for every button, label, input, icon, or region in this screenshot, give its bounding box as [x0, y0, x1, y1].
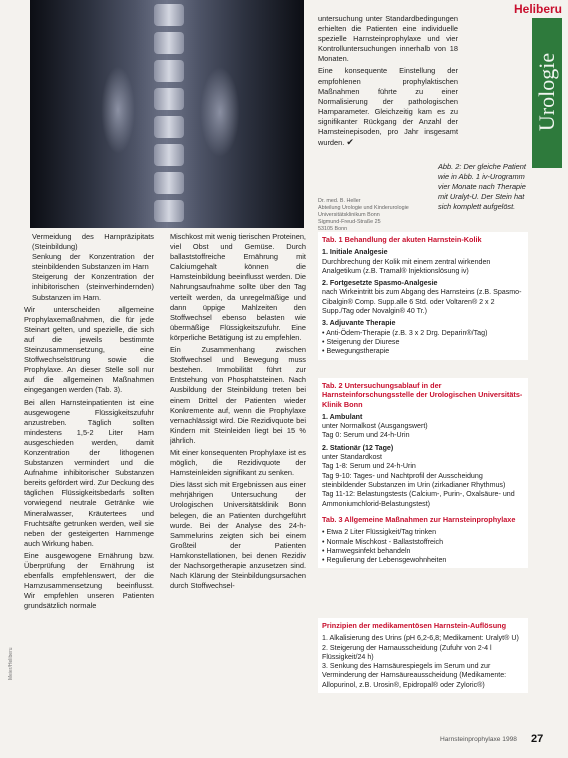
bullet-list [24, 232, 154, 303]
author-line: Dr. med. B. Heller [318, 198, 361, 204]
author-line: 53105 Bonn [318, 226, 348, 232]
author-line: Abteilung Urologie und Kinderurologie [318, 205, 409, 211]
table-section-title: 2. Stationär (12 Tage) [322, 443, 394, 452]
table-line: 1. Alkalisierung des Urins (pH 6,2-6,8; Medikament: Uralyt® U) [322, 634, 519, 643]
list-item: • Steigerung der Konzentration der inhibitorischen (steinverhindernden) Substanzen im Harn. [32, 272, 154, 302]
figure-caption: Abb. 2: Der gleiche Patient wie in Abb. 1 iv-Urogramm vier Monate nach Therapie mit Uralyt-U. Der Stein hat sich komplett aufgelöst. [438, 162, 526, 211]
paragraph: Eine konsequente Einstellung der empfohlenen prophylaktischen Maßnahmen führte zu einer Normalisierung der pathologischen Harnparameter. Gleichzeitig kam es zu signifikanter Rückgang der Anzahl der Harnsteinepisoden, pro Jahr insgesamt wurden. ✔ [318, 66, 458, 148]
vertebra [154, 4, 184, 26]
paragraph: untersuchung unter Standardbedingungen erhielten die Patienten eine individuelle spezielle Harnsteinprophylaxe und vier Kontrolluntersuchungen innerhalb von 18 Monaten. [318, 14, 458, 64]
table-header: Tab. 3 Allgemeine Maßnahmen zur Harnsteinprophylaxe [322, 515, 516, 524]
table-bullet: • Anti-Ödem-Therapie (z.B. 3 x 2 Drg. Deparin®/Tag) [322, 328, 488, 337]
checkmark-icon: ✔ [346, 137, 354, 148]
principles-box [318, 618, 528, 693]
table-line: 3. Senkung des Harnsäurespiegels im Serum und zur Verminderung der Harnsäureausscheidung (Medikamente: Allopurinol, z.B. Urosin®, Epidropal® oder Zyloric®) [322, 662, 507, 689]
table-line: unter Normalkost (Ausgangswert) [322, 422, 428, 431]
xray-image [30, 0, 304, 228]
table-line: Tag 11-12: Belastungstests (Calcium-, Purin-, Oxalsäure- und Ammoniumchlorid-Belastungstest) [322, 490, 515, 508]
author-block [318, 198, 428, 233]
table-bullet: • Harnwegsinfekt behandeln [322, 546, 411, 555]
table-section-title: 1. Ambulant [322, 412, 363, 421]
table-line: Tag 9-10: Tages- und Nachtprofil der Ausscheidung steinbildender Substanzen im Urin (zirkadianer Rhythmus) [322, 471, 506, 489]
table-bullet: • Bewegungstherapie [322, 347, 390, 356]
left-column [24, 232, 154, 732]
table-2 [318, 378, 528, 512]
footer-text: Harnsteinprophylaxe 1998 [440, 736, 517, 743]
table-line: unter Standardkost [322, 453, 382, 462]
top-right-column [318, 14, 458, 150]
list-item: • Vermeidung des Harnpräzipitats (Steinbildung) [32, 232, 154, 252]
table-line: Tag 1-8: Serum und 24-h-Urin [322, 462, 416, 471]
page-number: 27 [531, 733, 544, 745]
vertebra [154, 144, 184, 166]
author-line: Sigmund-Freud-Straße 25 [318, 219, 381, 225]
table-line: Durchbrechung der Kolik mit einem zentral wirkenden Analgetikum (z.B. Tramal® Injektionslösung iv) [322, 257, 491, 275]
paragraph: Bei allen Harnsteinpatienten ist eine ausgewogene Flüssigkeitszufuhr anzustreben. Täglich sollten mindestens 1,5-2 Liter Harn ausgeschieden werden, damit Konzentration der lithogenen Substanzen vermindert und die Aufnahme inhibitorischer Substanzen bereits gefördert wird. Zur Deckung des täglichen Flüssigkeitsbedarfs sollten vorwiegend neutrale Getränke wie Mineralwasser, Kräutertees und Fruchtsäfte getrunken werden, weil sie neben der gesteigerten Harnmenge auch Wirkung haben. [24, 397, 154, 548]
vertebra [154, 32, 184, 54]
vertebra [154, 88, 184, 110]
list-item: • Senkung der Konzentration der steinbildenden Substanzen im Harn [32, 252, 154, 272]
table-section-title: 2. Fortgesetzte Spasmo-Analgesie [322, 279, 438, 288]
table-3 [318, 512, 528, 568]
section-label: Urologie [534, 52, 559, 132]
vertical-note: Meier/Heliberu [8, 647, 14, 680]
table-bullet: • Etwa 2 Liter Flüssigkeit/Tag trinken [322, 528, 437, 537]
paragraph: Dies lässt sich mit Ergebnissen aus einer mehrjährigen Untersuchung der Urologischen Universitätsklinik Bonn belegen, die an Patienten durchgeführt wurde. Bei der Analyse des 24-h-Sammelurins zeigten sich bei einem Großteil der Patienten Harnkonstellationen, bei denen Rezidiv der Nachsorgetherapie anzusetzen sind. Nach Klärung der Steinbildungsursachen durch Stoffwechsel- [170, 480, 306, 591]
table-bullet: • Steigerung der Diurese [322, 337, 400, 346]
paragraph: Mischkost mit wenig tierischen Proteinen, viel Obst und Gemüse. Durch ballaststoffreiche Ernährung mit Calciumgehalt können die Harnsteinbildung beeinflusst werden. Die Nahrungsaufnahme sollte über den Tag verteilt werden, da unregelmäßige und dann üppige Mahlzeiten den Stoffwechsel ebenso belasten wie übermäßige Flüssigkeitszufuhr. Eine körperliche Betätigung ist zu empfehlen. [170, 232, 306, 342]
table-bullet: • Normale Mischkost - Ballaststoffreich [322, 537, 444, 546]
table-section-title: 3. Adjuvante Therapie [322, 319, 396, 328]
table-line: 2. Steigerung der Harnausscheidung (Zufuhr von 2-4 l Flüssigkeit/24 h) [322, 643, 492, 661]
vertebra [154, 172, 184, 194]
middle-column [170, 232, 306, 732]
table-line: Tag 0: Serum und 24-h-Urin [322, 431, 410, 440]
brand-label: Heliberu [513, 2, 562, 16]
vertebra [154, 200, 184, 222]
table-1 [318, 232, 528, 360]
table-bullet: • Regulierung der Lebensgewohnheiten [322, 556, 447, 565]
table-line: nach Wirkeintritt bis zum Abgang des Harnsteins (z.B. Spasmo-Cibalgin® Comp. Supp.alle 6 Std. oder Voltaren® 2 x 2 Supp./Tag oder Novalgin® 40 Tr.) [322, 288, 522, 316]
paragraph: Ein Zusammenhang zwischen Stoffwechsel und Bewegung muss bestehen. Immobilität führt zur Entstehung von Phosphatsteinen. Nach Ausbildung der Steinbildung treten bei einem Drittel der Patienten wieder Konkremente auf, wenn die Prophylaxe vernachlässigt wird. Die Rezidivquote bei Kindern mit Steinleiden liegt bei 15 % jährlich. [170, 345, 306, 445]
paragraph: Wir unterscheiden allgemeine Prophylaxemaßnahmen, die für jede Steinart gelten, und spezielle, die sich auf die jeweils bestimmte Steinzusammensetzung, eine Stoffwechselstörung sowie die Prophylaxe. An dieser Stelle soll nur auf die allgemeinen Maßnahmen eingegangen werden (Tab. 3). [24, 304, 154, 395]
vertebra [154, 60, 184, 82]
section-sidebar [532, 18, 562, 168]
table-header: Tab. 1 Behandlung der akuten Harnstein-Kolik [322, 235, 482, 244]
table-section-title: 1. Initiale Analgesie [322, 248, 388, 257]
author-line: Universitätsklinikum Bonn [318, 212, 380, 218]
vertebra [154, 116, 184, 138]
paragraph: Eine ausgewogene Ernährung bzw. Überprüfung der Ernährung ist ebenfalls empfehlenswert, der die Harnzusammensetzung beeinflusst. Wir empfehlen unseren Patienten grundsätzlich normale [24, 550, 154, 611]
table-header: Prinzipien der medikamentösen Harnstein-Auflösung [322, 621, 507, 630]
paragraph: Mit einer konsequenten Prophylaxe ist es möglich, die Rezidivquote der Harnsteinleiden signifikant zu senken. [170, 447, 306, 478]
table-header: Tab. 2 Untersuchungsablauf in der Harnsteinforschungsstelle der Urologischen Universitäts-Klinik Bonn [322, 381, 523, 409]
